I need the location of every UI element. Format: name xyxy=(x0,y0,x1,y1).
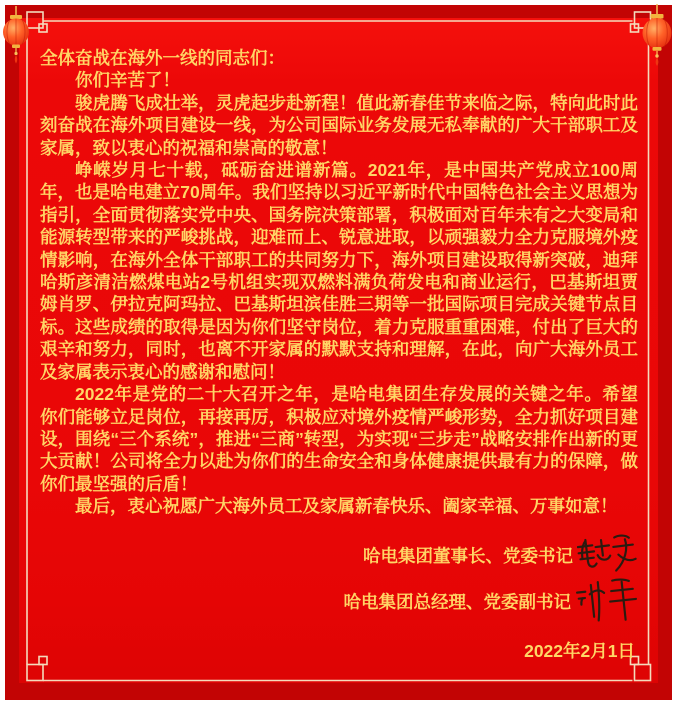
paragraph: 峥嵘岁月七十载，砥砺奋进谱新篇。2021年，是中国共产党成立100周年，也是哈电建立70周年。我们坚持以习近平新时代中国特色社会主义思想为指引，全面贯彻落实党中央、国务院决策部署，积极面对百年未有之大变局和能源转型带来的严峻挑战，迎难而上、锐意进取，以顽强毅力全力克服境外疫情影响，在海外全体干部职工的共同努力下，海外项目建设取得新突破，迪拜哈斯彦清洁燃煤电站2号机组实现双燃料满负荷发电和商业运行，巴基斯坦贾姆肖罗、伊拉克阿玛拉、巴基斯坦滨佳胜三期等一批国际项目完成关键节点目标。这些成绩的取得是因为你们坚守岗位，着力克服重重困难，付出了巨大的艰辛和努力，同时，也离不开家属的默默支持和理解，在此，向广大海外员工及家属表示衷心的感谢和慰问！ xyxy=(40,160,638,382)
president-handwritten-signature-icon xyxy=(575,576,637,626)
chairman-title: 哈电集团董事长、党委书记 xyxy=(363,545,573,566)
salutation: 全体奋战在海外一线的同志们： xyxy=(40,48,285,68)
signature-block xyxy=(217,532,637,662)
paragraph: 最后，衷心祝愿广大海外员工及家属新春快乐、阖家幸福、万事如意！ xyxy=(75,496,618,517)
president-signature-row xyxy=(344,578,638,624)
letter-date: 2022年2月1日 xyxy=(524,641,635,661)
chairman-handwritten-signature-icon xyxy=(577,533,637,577)
paragraph: 你们辛苦了！ xyxy=(75,70,180,91)
president-title: 哈电集团总经理、党委副书记 xyxy=(343,591,571,612)
letter-body xyxy=(40,47,638,518)
paragraph: 骏虎腾飞成壮举，灵虎起步赴新程！值此新春佳节来临之际，特向此时此刻奋战在海外项目建设一线，为公司国际业务发展无私奉献的广大干部职工及家属，致以衷心的祝福和崇高的敬意！ xyxy=(40,92,638,158)
chairman-signature-row xyxy=(363,532,637,578)
paragraph: 2022年是党的二十大召开之年，是哈电集团生存发展的关键之年。希望你们能够立足岗位，再接再厉，积极应对境外疫情严峻形势，全力抓好项目建设，围绕“三个系统”，推进“三商”转型，为实现“三步走”战略安排作出新的更大贡献！公司将全力以赴为你们的生命安全和身体健康提供最有力的保障，做你们最坚强的后盾！ xyxy=(40,384,638,494)
